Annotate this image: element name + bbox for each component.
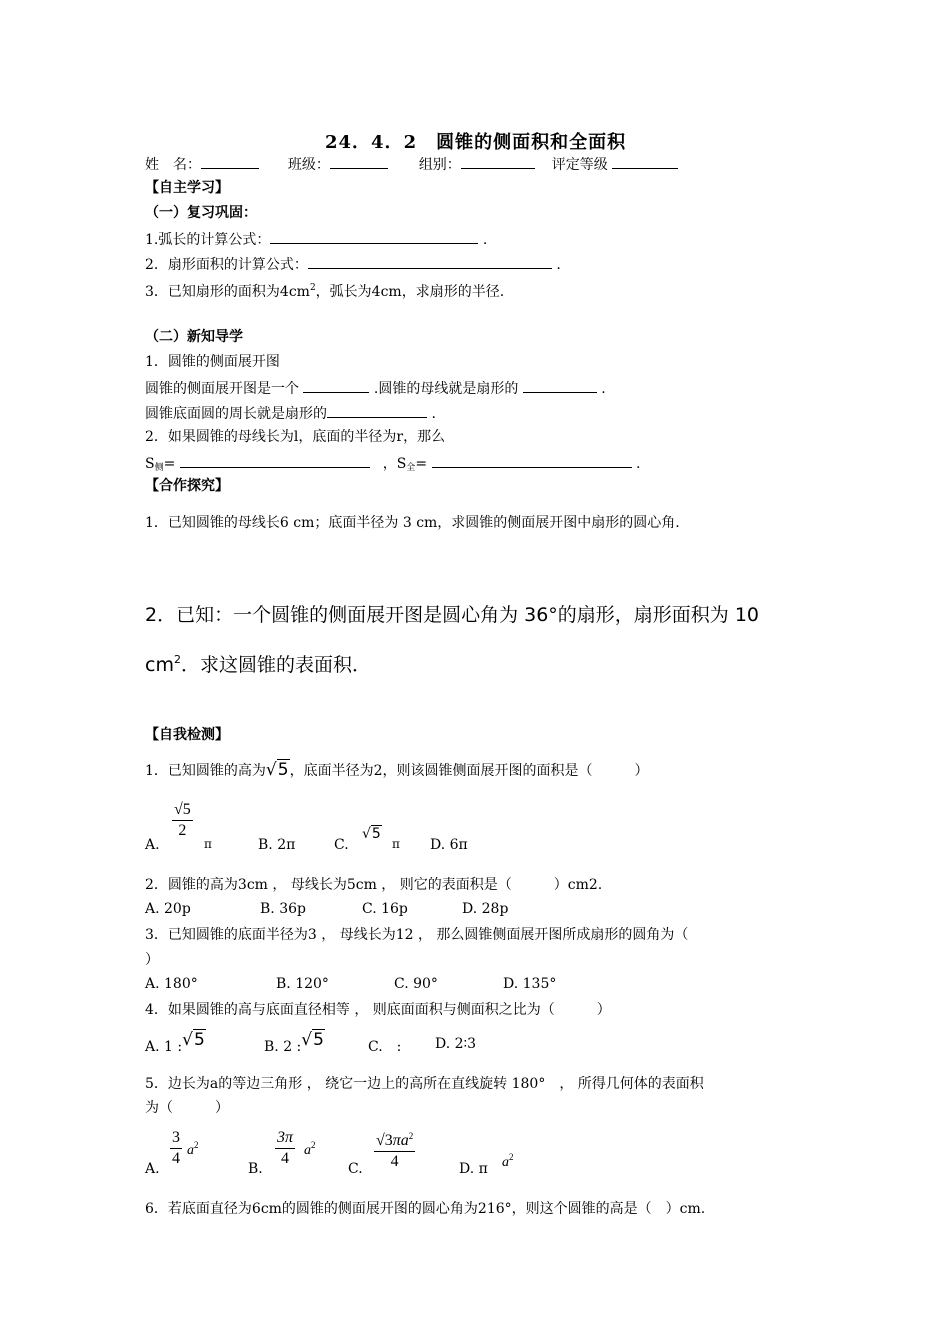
variable-a: a xyxy=(304,1143,311,1158)
fraction-denominator: 4 xyxy=(281,1150,289,1167)
q5-option-c-fraction xyxy=(374,1126,415,1172)
grade-blank[interactable] xyxy=(612,154,678,169)
section-review: （一）复习巩固： xyxy=(145,205,257,221)
period: . xyxy=(635,456,641,472)
radicand: 5 xyxy=(313,1030,324,1050)
name-blank[interactable] xyxy=(201,154,259,169)
group-label: 组别： xyxy=(418,157,461,173)
fraction-denominator: 4 xyxy=(172,1150,180,1167)
quiz-q3-line2: ） xyxy=(145,952,159,968)
nk-1: 1．圆锥的侧面展开图 xyxy=(145,354,280,370)
q1-option-d[interactable]: D. 6π xyxy=(430,837,468,853)
pi-a: πa xyxy=(392,1132,409,1149)
q1-option-c-pi: π xyxy=(392,837,400,851)
q4-option-c[interactable]: C. : xyxy=(368,1039,402,1055)
radicand: 5 xyxy=(193,1030,205,1050)
nk-2a-text: 圆锥的侧面展开图是一个 xyxy=(145,381,299,397)
q5-option-b-var xyxy=(304,1140,316,1159)
section-new-knowledge: （二）新知导学 xyxy=(145,329,243,345)
nk-2b-text: .圆锥的母线就是扇形的 xyxy=(373,381,519,397)
q1-option-b[interactable]: B. 2π xyxy=(258,837,296,853)
q3-option-c[interactable]: C. 90° xyxy=(394,976,438,992)
q3-option-b[interactable]: B. 120° xyxy=(276,976,329,992)
fraction-denominator: 2 xyxy=(178,822,187,839)
area-formulas xyxy=(145,453,640,477)
superscript: 2 xyxy=(408,1131,414,1141)
quiz-q4: 4．如果圆锥的高与底面直径相等 ， 则底面面积与侧面积之比为（ ） xyxy=(145,1002,611,1018)
review-q1-blank[interactable] xyxy=(270,229,478,244)
q4-option-b-text: B. 2 : xyxy=(264,1039,302,1055)
review-q1-text: 1.弧长的计算公式： xyxy=(145,232,271,248)
section-coop: 【合作探究】 xyxy=(145,478,229,494)
nk-2 xyxy=(145,378,606,398)
class-label: 班级： xyxy=(287,157,330,173)
review-q1 xyxy=(145,229,487,249)
nk-3-blank[interactable] xyxy=(327,403,427,418)
variable-a: a xyxy=(502,1155,509,1170)
q5-option-a-var xyxy=(187,1140,199,1159)
sqrt-three: √3 xyxy=(376,1132,393,1149)
s-side-label: S xyxy=(145,456,155,472)
class-blank[interactable] xyxy=(330,154,388,169)
s-full-blank[interactable] xyxy=(432,453,632,468)
superscript: 2 xyxy=(309,283,316,293)
coop-q2-line2 xyxy=(145,650,371,677)
q3-option-a[interactable]: A. 180° xyxy=(145,976,198,992)
sqrt-symbol: √5 xyxy=(301,1030,324,1050)
sqrt-symbol: √5 xyxy=(265,760,289,780)
review-q2 xyxy=(145,254,561,274)
quiz-q5-line1: 5．边长为a的等边三角形 ， 绕它一边上的高所在直线旋转 180° ， 所得几何体的表面积 xyxy=(145,1076,704,1092)
subscript-full: 全 xyxy=(406,463,416,473)
coop-q2-line1: 2．已知：一个圆锥的侧面展开图是圆心角为 36°的扇形，扇形面积为 10 xyxy=(145,604,760,626)
cm-unit: cm xyxy=(145,654,174,676)
fraction-denominator: 4 xyxy=(390,1153,399,1170)
coop-q1: 1．已知圆锥的母线长6 cm；底面半径为 3 cm，求圆锥的侧面展开图中扇形的圆心角. xyxy=(145,515,680,531)
q1-option-c-sqrt: √5 xyxy=(362,826,381,842)
section-self-study: 【自主学习】 xyxy=(145,180,229,196)
q1-option-a-label[interactable]: A. xyxy=(145,837,160,853)
superscript: 2 xyxy=(311,1140,316,1150)
period: . xyxy=(556,257,561,273)
q3-option-d[interactable]: D. 135° xyxy=(503,976,557,992)
grade-label: 评定等级 xyxy=(551,157,608,173)
q4-option-a[interactable] xyxy=(145,1030,206,1056)
nk-3-text: 圆锥底面圆的周长就是扇形的 xyxy=(145,406,327,422)
variable-a: a xyxy=(187,1143,194,1158)
q2-option-b[interactable]: B. 36p xyxy=(260,901,306,917)
s-side-blank[interactable] xyxy=(180,453,370,468)
fraction-numerator xyxy=(374,1126,415,1152)
q1-text-b: ，底面半径为2，则该圆锥侧面展开图的面积是（ ） xyxy=(289,763,649,779)
group-blank[interactable] xyxy=(461,154,535,169)
quiz-q2: 2．圆锥的高为3cm ， 母线长为5cm ， 则它的表面积是（ ）cm2. xyxy=(145,877,603,893)
q5-option-a-label[interactable]: A. xyxy=(145,1161,160,1177)
review-q3-text-b: ，弧长为4cm，求扇形的半径. xyxy=(315,284,505,300)
review-q3 xyxy=(145,279,504,301)
q4-option-b[interactable] xyxy=(264,1030,325,1056)
nk-3 xyxy=(145,403,436,423)
q5-option-b-fraction xyxy=(275,1128,295,1169)
nk-4: 2．如果圆锥的母线长为l，底面的半径为r，那么 xyxy=(145,429,446,445)
period: . xyxy=(431,406,436,422)
q1-option-a-pi: π xyxy=(204,837,212,851)
section-selfcheck: 【自我检测】 xyxy=(145,727,229,743)
q1-text-a: 1．已知圆锥的高为 xyxy=(145,763,266,779)
q5-option-d-var xyxy=(502,1152,514,1171)
superscript: 2 xyxy=(194,1140,199,1150)
q4-option-d[interactable]: D. 2∶3 xyxy=(435,1036,477,1052)
fraction-numerator: 3π xyxy=(275,1128,295,1149)
quiz-q1 xyxy=(145,761,649,780)
quiz-q5-line2: 为（ ） xyxy=(145,1100,229,1116)
equals: = xyxy=(415,456,428,472)
q2-option-c[interactable]: C. 16p xyxy=(362,901,408,917)
q2-option-d[interactable]: D. 28p xyxy=(462,901,509,917)
q5-option-c-label[interactable]: C. xyxy=(348,1161,363,1177)
review-q3-text-a: 3．已知扇形的面积为4cm xyxy=(145,284,310,300)
radicand: 5 xyxy=(277,760,289,780)
nk-2b-blank[interactable] xyxy=(523,378,597,393)
superscript: 2 xyxy=(509,1152,514,1162)
period: . xyxy=(482,232,488,248)
s-full-label: ，S xyxy=(382,456,407,472)
q5-option-b-label[interactable]: B. xyxy=(248,1161,263,1177)
fraction-numerator: 3 xyxy=(170,1128,182,1149)
superscript: 2 xyxy=(173,653,181,666)
period: . xyxy=(601,381,606,397)
q2-option-a[interactable]: A. 20p xyxy=(145,901,191,917)
q1-option-c-label[interactable]: C. xyxy=(334,837,349,853)
review-q2-text: 2．扇形面积的计算公式： xyxy=(145,257,308,273)
name-label: 姓 名： xyxy=(145,157,201,173)
subscript-side: 侧 xyxy=(154,463,164,473)
q4-option-a-text: A. 1 : xyxy=(145,1039,183,1055)
fraction-numerator: √5 xyxy=(172,800,193,821)
quiz-q6: 6．若底面直径为6cm的圆锥的侧面展开图的圆心角为216°，则这个圆锥的高是（ ）cm. xyxy=(145,1201,706,1217)
page-title: 24．4．2 圆锥的侧面积和全面积 xyxy=(325,132,627,153)
nk-2a-blank[interactable] xyxy=(303,378,369,393)
student-info-row xyxy=(145,154,678,174)
coop-q2-rest: ．求这圆锥的表面积． xyxy=(180,654,371,676)
review-q2-blank[interactable] xyxy=(308,254,552,269)
equals: = xyxy=(163,456,176,472)
radicand: 5 xyxy=(371,826,381,842)
q5-option-a-fraction xyxy=(170,1128,182,1169)
q5-option-d-label[interactable]: D. π xyxy=(459,1161,488,1177)
quiz-q3-line1: 3．已知圆锥的底面半径为3 ， 母线长为12 ， 那么圆锥侧面展开图所成扇形的圆角为（ xyxy=(145,927,689,943)
sqrt-symbol: √5 xyxy=(182,1030,205,1050)
q1-option-a-fraction xyxy=(172,800,193,841)
